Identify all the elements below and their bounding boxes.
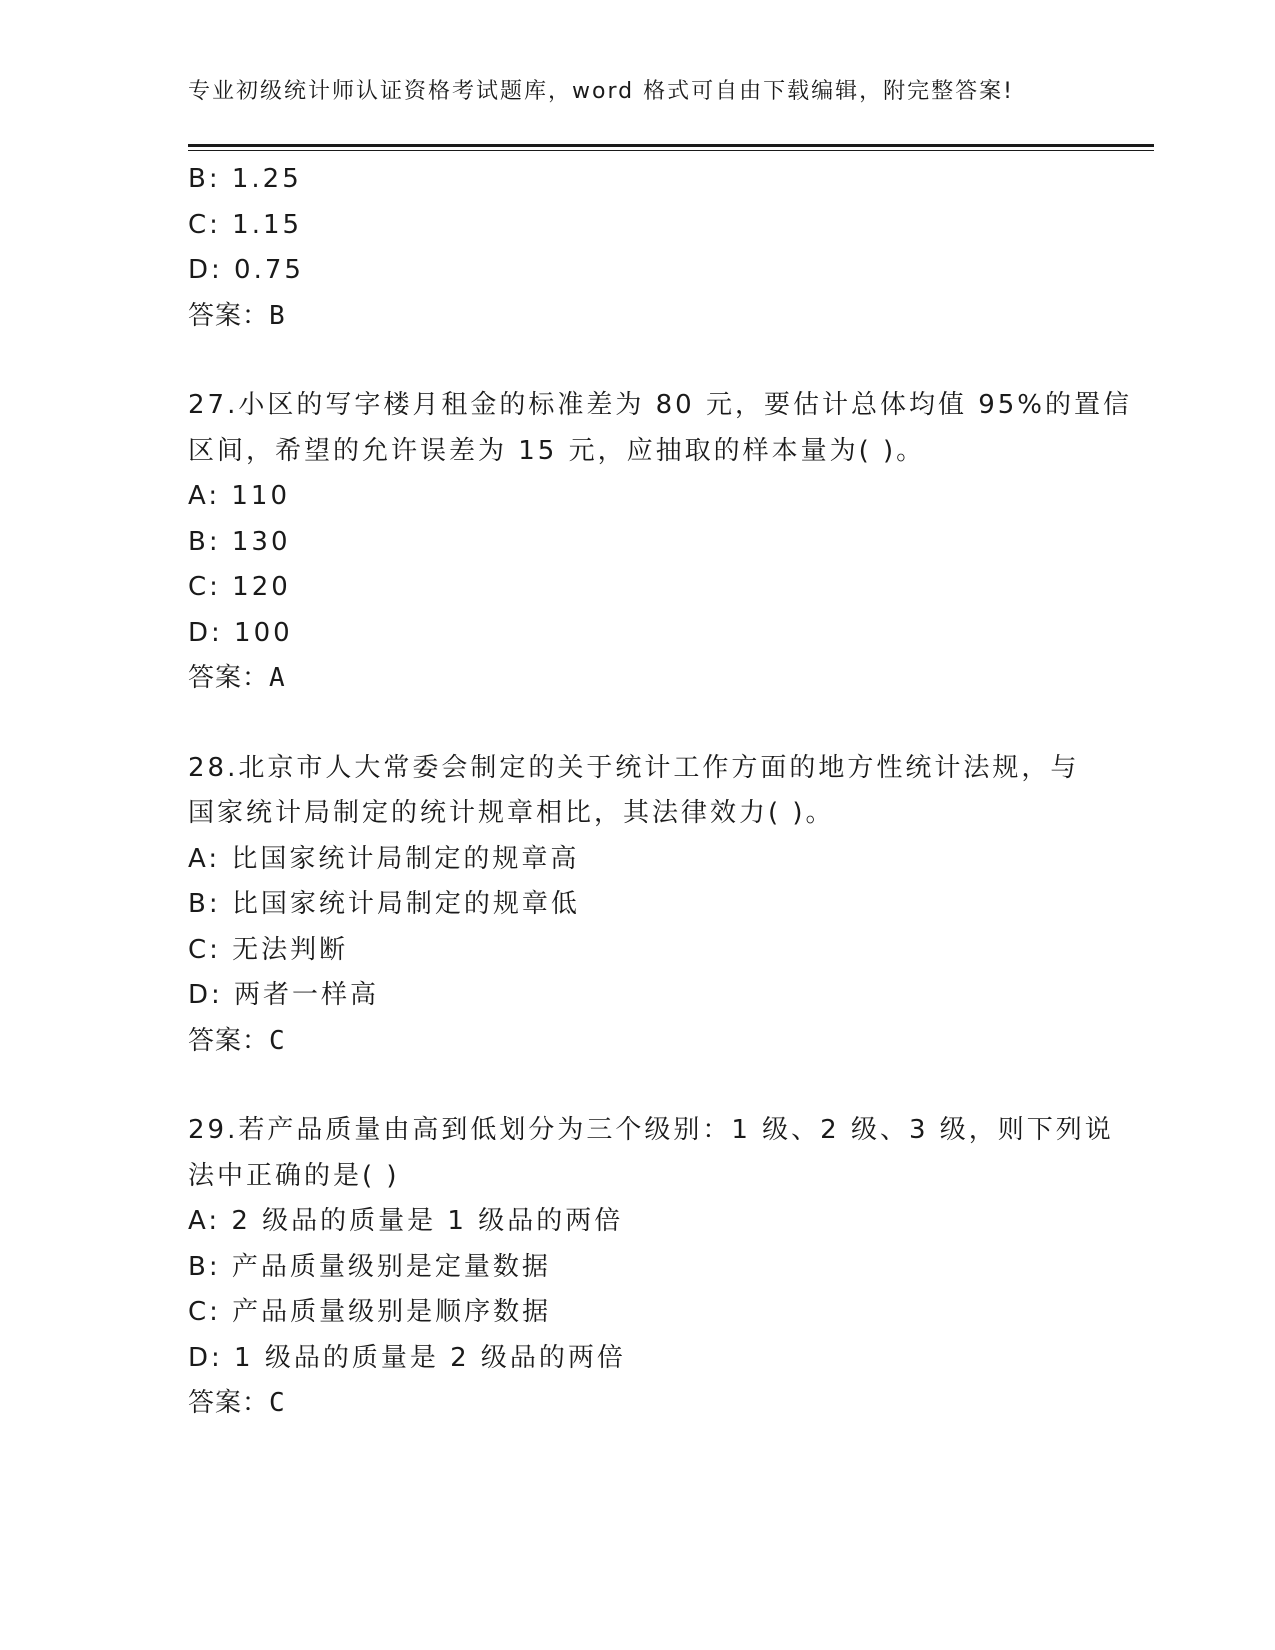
- question-28-option-b: B: 比国家统计局制定的规章低: [188, 889, 580, 919]
- question-27-answer: 答案：A: [188, 663, 286, 693]
- question-29-stem-line-1: 29.若产品质量由高到低划分为三个级别：1 级、2 级、3 级，则下列说: [188, 1115, 1114, 1145]
- spacer: [188, 702, 1088, 746]
- question-29-option-c: C: 产品质量级别是顺序数据: [188, 1297, 552, 1327]
- page-header: 专业初级统计师认证资格考试题库，word 格式可自由下载编辑，附完整答案!: [188, 79, 1014, 104]
- question-29-answer: 答案：C: [188, 1388, 286, 1418]
- question-29-option-a: A: 2 级品的质量是 1 级品的两倍: [188, 1206, 624, 1236]
- spacer: [188, 1064, 1088, 1108]
- question-28-option-d: D: 两者一样高: [188, 980, 380, 1010]
- option-d: D: 0.75: [188, 255, 304, 285]
- question-28-option-c: C: 无法判断: [188, 934, 349, 965]
- question-29-option-b: B: 产品质量级别是定量数据: [188, 1251, 551, 1282]
- question-27-option-d: D: 100: [188, 617, 293, 648]
- question-28-answer: 答案：C: [188, 1025, 286, 1056]
- question-list: [188, 157, 1133, 1427]
- question-27-option-b: B: 130: [188, 526, 291, 557]
- question-28-stem-line-2: 国家统计局制定的统计规章相比，其法律效力( )。: [188, 798, 835, 828]
- question-29-stem-line-2: 法中正确的是( ): [188, 1160, 400, 1191]
- question-28-stem-line-1: 28.北京市人大常委会制定的关于统计工作方面的地方性统计法规，与: [188, 752, 1080, 783]
- question-27-option-c: C: 120: [188, 572, 291, 602]
- header-rule-thick: [188, 144, 1154, 147]
- answer-line: 答案：B: [188, 300, 286, 331]
- option-c: C: 1.15: [188, 209, 303, 240]
- question-27-stem-line-1: 27.小区的写字楼月租金的标准差为 80 元，要估计总体均值 95%的置信: [188, 390, 1133, 420]
- question-27-option-a: A: 110: [188, 481, 290, 511]
- question-28-option-a: A: 比国家统计局制定的规章高: [188, 843, 580, 874]
- spacer: [188, 339, 1088, 383]
- question-27-stem-line-2: 区间，希望的允许误差为 15 元，应抽取的样本量为( )。: [188, 435, 926, 466]
- header-rule-thin: [188, 150, 1154, 151]
- option-b: B: 1.25: [188, 164, 302, 194]
- question-29-option-d: D: 1 级品的质量是 2 级品的两倍: [188, 1342, 626, 1373]
